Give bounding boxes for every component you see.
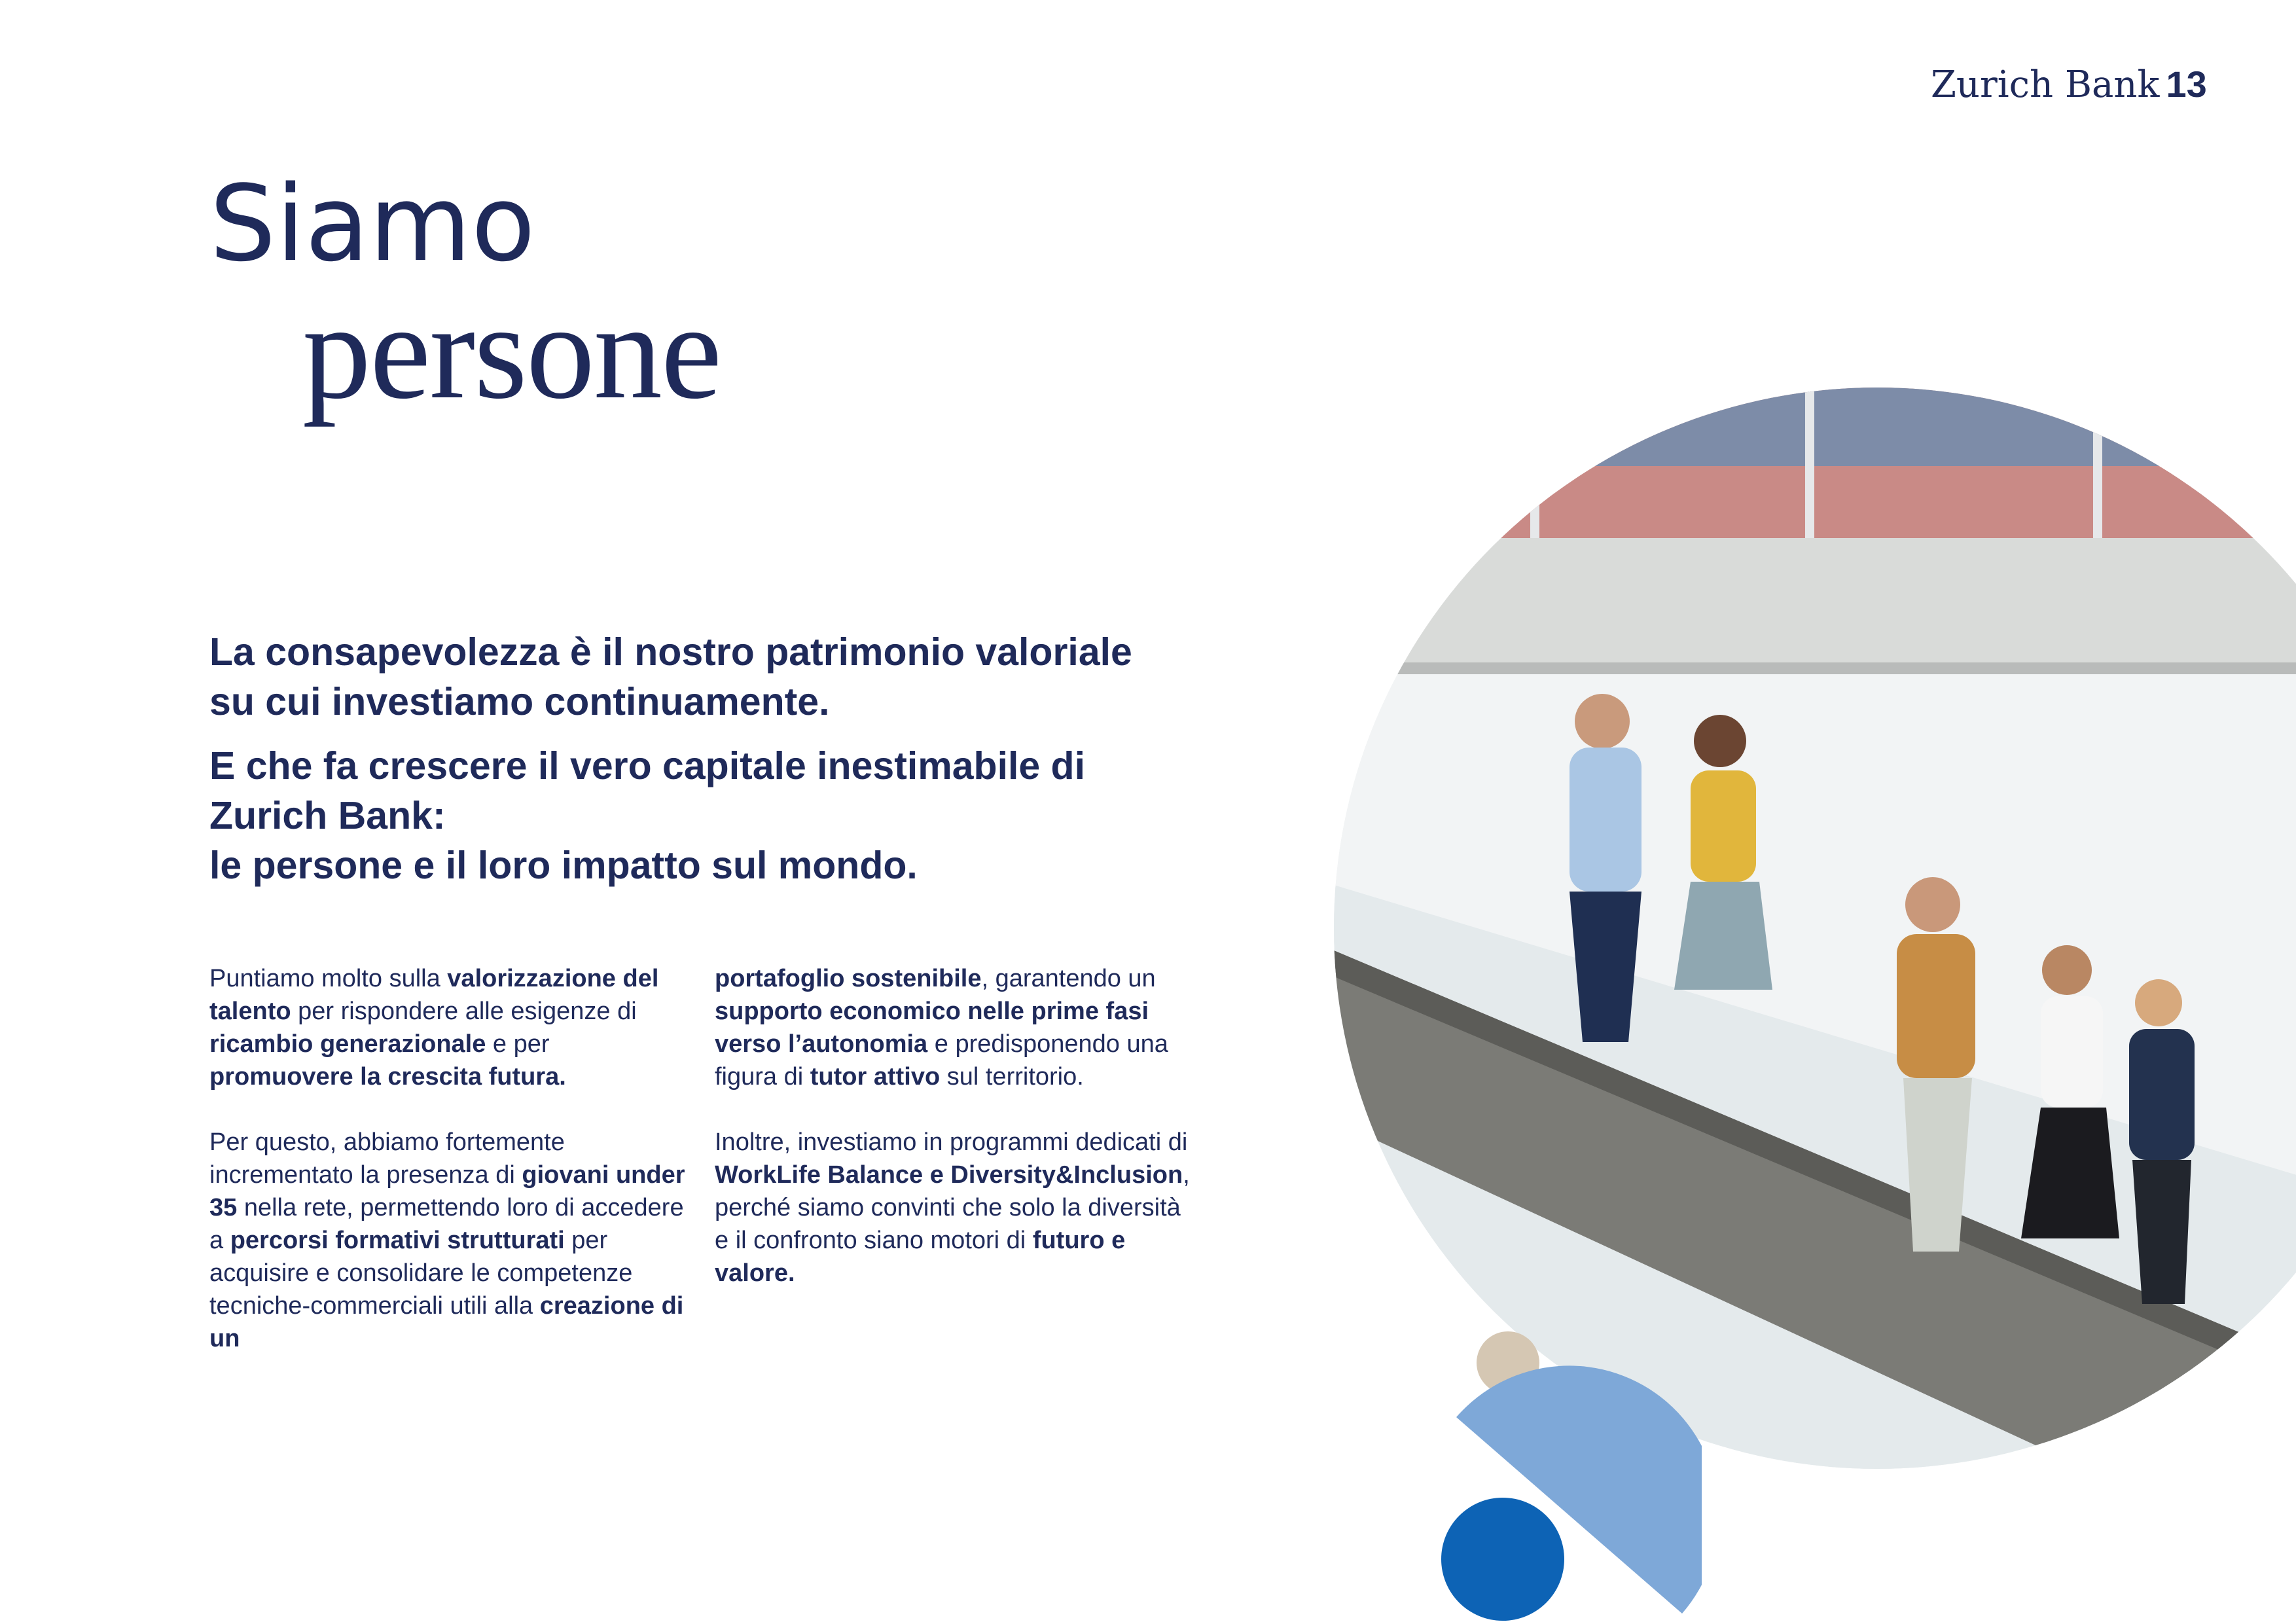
window-frame-2: [1805, 388, 1814, 538]
body-column-2: [715, 962, 1199, 1322]
text-run: Puntiamo molto sulla: [209, 965, 448, 992]
lead-paragraph-1: La consapevolezza è il nostro patrimonio valoriale su cui investiamo continuamente.: [209, 630, 1132, 723]
header-brand: [1931, 63, 2207, 106]
bold-run: WorkLife Balance e Diversity&Inclusion: [715, 1161, 1183, 1189]
text-run: per acquisire e consolidare le competenze tecniche-commerciali utili alla: [209, 1227, 633, 1320]
staircase-photo: [1334, 388, 2296, 1469]
decorative-shapes: [1427, 1322, 1702, 1624]
brand-name: Zurich Bank: [1931, 63, 2160, 106]
text-run: e per: [486, 1030, 550, 1058]
bold-run: supporto economico nelle prime fasi verso l’autonomia: [715, 998, 1149, 1058]
column-2-paragraph-1: [715, 962, 1199, 1093]
bold-run: percorsi formativi strutturati: [230, 1227, 565, 1254]
window-frame-3: [2093, 388, 2102, 538]
lead-paragraph-2b: le persone e il loro impatto sul mondo.: [209, 844, 918, 887]
bold-run: promuovere la crescita futura.: [209, 1063, 566, 1091]
bold-run: portafoglio sostenibile: [715, 965, 982, 992]
column-2-paragraph-2: [715, 1126, 1199, 1290]
text-run: , perché siamo convinti che solo la diversità e il confronto siano motori di: [715, 1161, 1190, 1254]
text-run: per rispondere alle esigenze di: [291, 998, 637, 1025]
title-line-1: Siamo: [209, 162, 535, 285]
lead-paragraph-2a: E che fa crescere il vero capitale inestimabile di Zurich Bank:: [209, 744, 1085, 837]
bold-run: creazione di un: [209, 1292, 684, 1352]
text-run: nella rete, permettendo loro di accedere a: [209, 1194, 684, 1254]
bold-run: ricambio generazionale: [209, 1030, 486, 1058]
text-run: Inoltre, investiamo in programmi dedicati di: [715, 1128, 1188, 1156]
bold-run: valorizzazione del talento: [209, 965, 659, 1025]
column-1-paragraph-2: [209, 1126, 694, 1355]
text-run: e predisponendo una figura di: [715, 1030, 1168, 1091]
text-run: Per questo, abbiamo fortemente incrementato la presenza di: [209, 1128, 565, 1189]
bold-run: futuro e valore.: [715, 1227, 1126, 1287]
text-run: , garantendo un: [981, 965, 1156, 992]
bold-run: tutor attivo: [810, 1063, 941, 1091]
window-sky: [1334, 388, 2296, 466]
text-run: sul territorio.: [940, 1063, 1084, 1091]
title-line-2: persone: [302, 276, 721, 427]
bold-run: giovani under 35: [209, 1161, 685, 1221]
column-1-paragraph-1: [209, 962, 694, 1093]
beam-shadow: [1334, 662, 2296, 674]
page-number: 13: [2166, 63, 2207, 105]
blue-dot: [1441, 1498, 1564, 1621]
lead-text: [209, 627, 1165, 890]
lead-paragraph-2: [209, 741, 1165, 890]
concrete-beam: [1334, 538, 2296, 669]
body-column-1: [209, 962, 694, 1388]
staircase-photo-illustration: [1334, 388, 2296, 1469]
window-frame-1: [1530, 388, 1539, 538]
